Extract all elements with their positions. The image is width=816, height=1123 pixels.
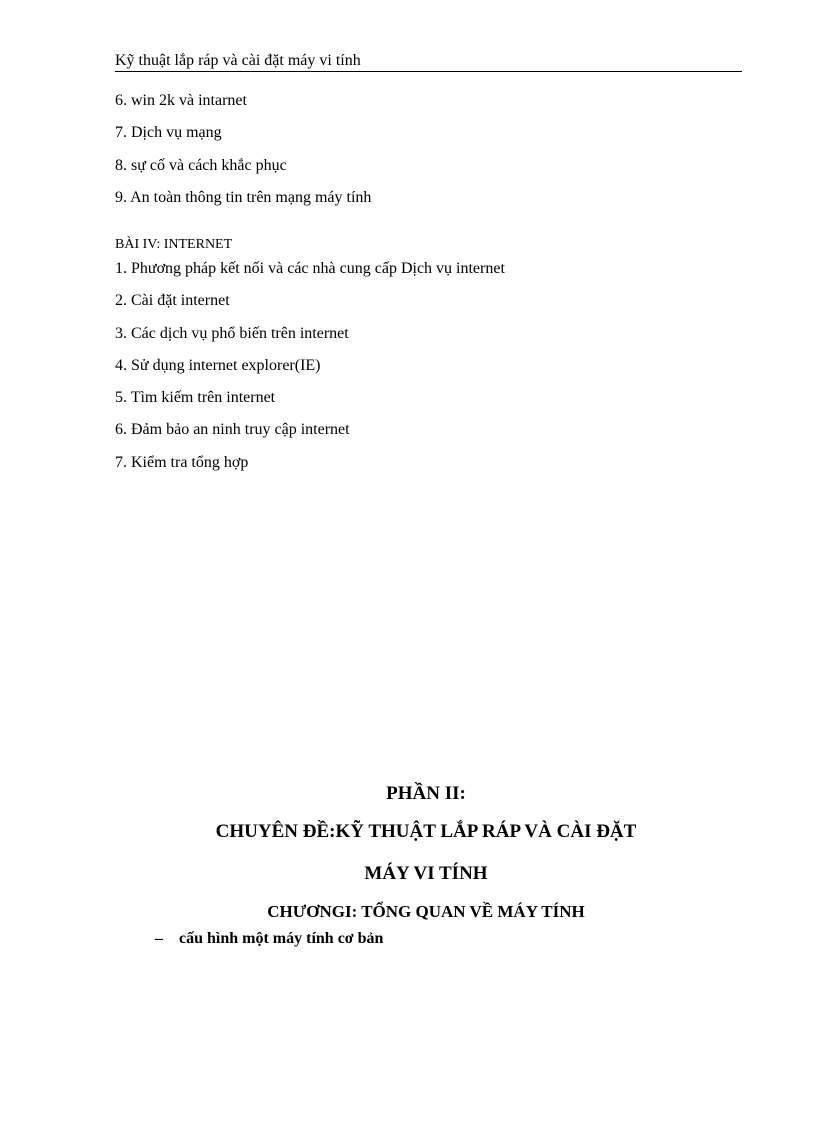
topic-title-line-2: MÁY VI TÍNH — [364, 863, 488, 884]
list-item: 7. Kiểm tra tổng hợp — [115, 453, 249, 471]
chapter-title: CHƯƠNGI: TỔNG QUAN VỀ MÁY TÍNH — [267, 902, 585, 921]
list-item: 6. win 2k và intarnet — [115, 92, 247, 109]
list-item: 1. Phương pháp kết nối và các nhà cung cấp Dịch vụ internet — [115, 260, 505, 277]
list-item: 5. Tìm kiếm trên internet — [115, 389, 276, 407]
list-item: 7. Dịch vụ mạng — [115, 124, 222, 142]
part-title: PHẦN II: — [386, 783, 466, 804]
bullet-item — [155, 928, 383, 950]
list-item: 9. An toàn thông tin trên mạng máy tính — [115, 188, 372, 206]
list-item: 6. Đảm bảo an ninh truy cập internet — [115, 421, 350, 439]
list-item: 3. Các dịch vụ phổ biến trên internet — [115, 324, 349, 342]
topic-title-line-1: CHUYÊN ĐỀ:KỸ THUẬT LẮP RÁP VÀ CÀI ĐẶT — [215, 821, 637, 842]
bullet-text: cấu hình một máy tính cơ bản — [179, 930, 384, 947]
continued-list — [115, 90, 371, 219]
running-header: Kỹ thuật lắp ráp và cài đặt máy vi tính — [115, 50, 742, 72]
list-item: 4. Sử dụng internet explorer(IE) — [115, 356, 321, 374]
list-item: 8. sự cố và cách khắc phục — [115, 156, 287, 174]
dash-bullet-icon: – — [155, 930, 163, 947]
list-item: 2. Cài đặt internet — [115, 292, 230, 310]
lesson-4-list — [115, 258, 505, 484]
lesson-4-heading: BÀI IV: INTERNET — [115, 237, 233, 252]
